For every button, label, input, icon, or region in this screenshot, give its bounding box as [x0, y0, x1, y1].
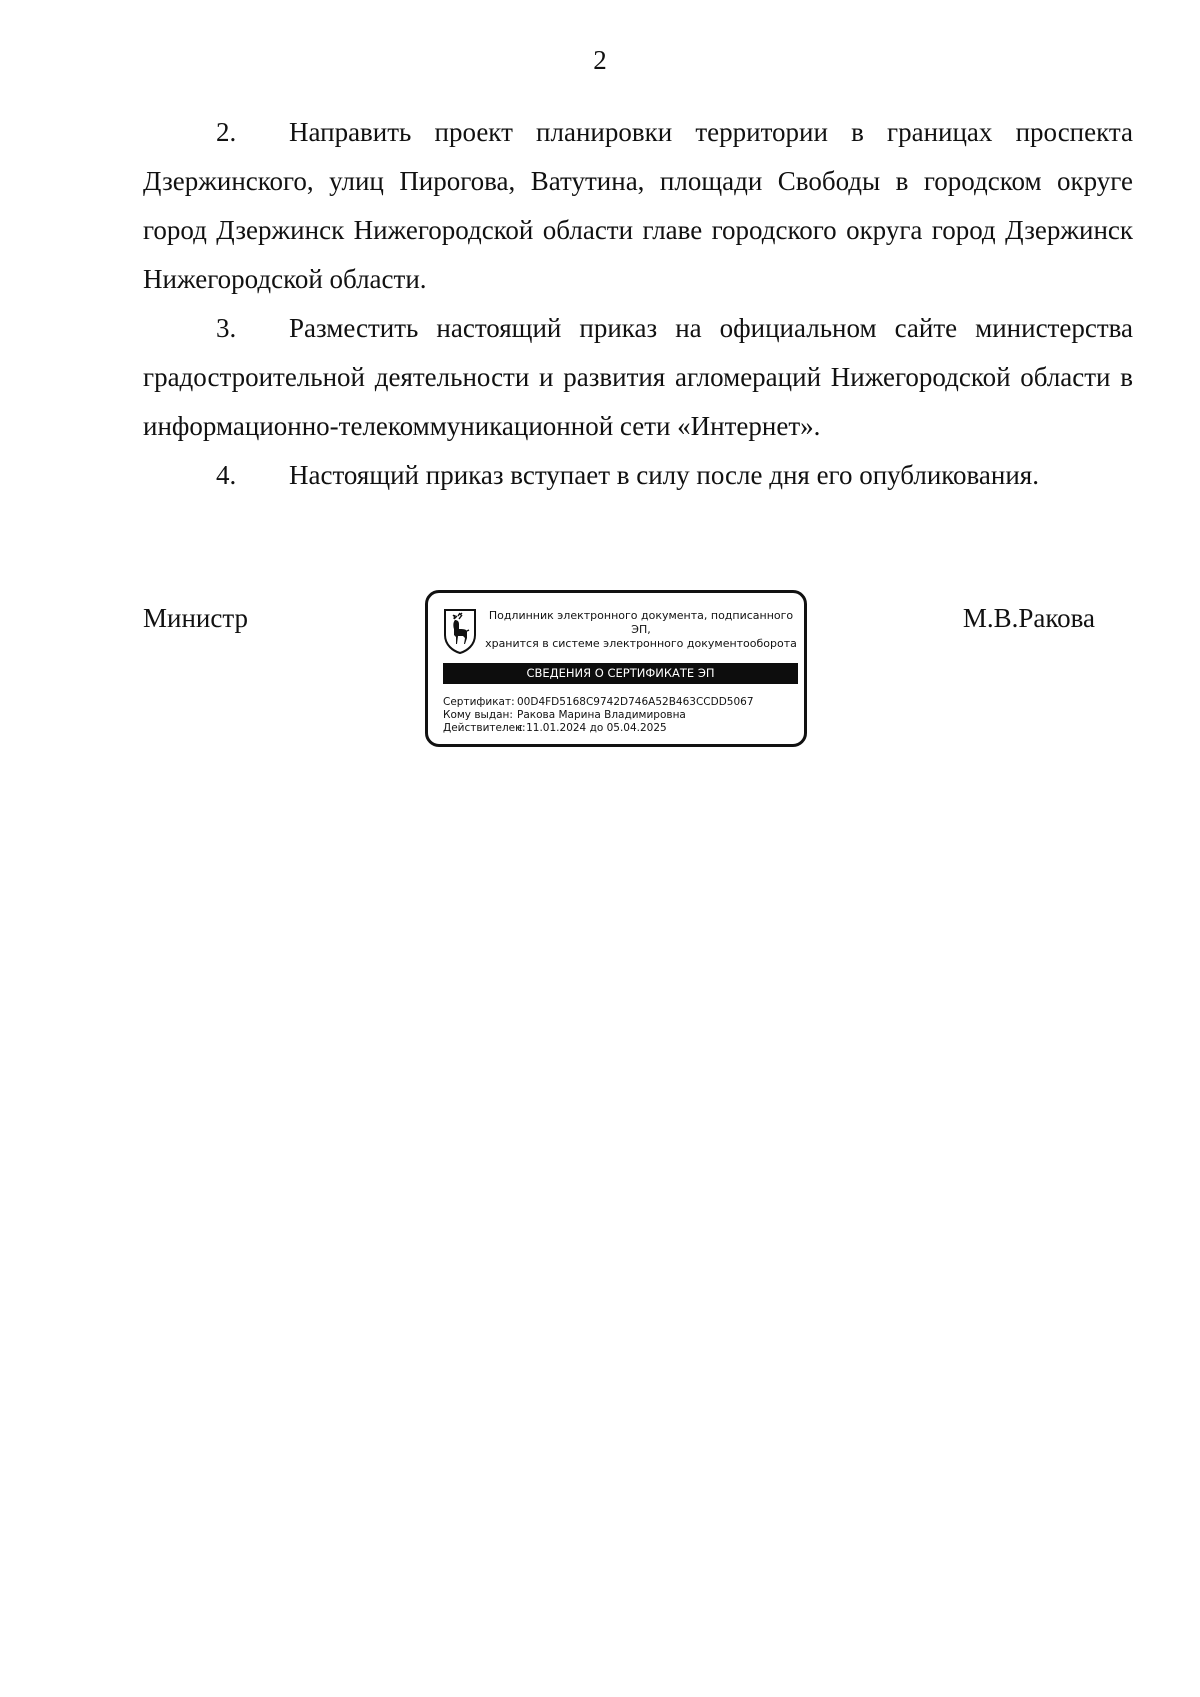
paragraph-4: [143, 451, 1133, 500]
issued-to-label: Кому выдан:: [443, 709, 513, 721]
issued-to-row: [443, 709, 798, 722]
certificate-row: [443, 696, 798, 709]
paragraph-number: 3.: [216, 313, 237, 343]
paragraph-number: 2.: [216, 117, 237, 147]
issued-to-value: Ракова Марина Владимировна: [517, 709, 686, 721]
certificate-label: Сертификат:: [443, 696, 515, 708]
stamp-certificate-details: [443, 696, 798, 735]
validity-row: [443, 722, 798, 735]
stamp-notice-line1: Подлинник электронного документа, подписанного ЭП,: [488, 609, 794, 636]
paragraph-text: Направить проект планировки территории в границах проспекта Дзержинского, улиц Пирогова, Ватутина, площади Свободы в городском округе город Дзержинск Нижегородской области главе городского округа город Дзержинск Нижегородской области.: [143, 117, 1133, 294]
electronic-signature-stamp: [425, 590, 807, 747]
document-body: [143, 108, 1133, 500]
validity-label: Действителен:: [443, 722, 526, 734]
paragraph-number: 4.: [216, 460, 237, 490]
stamp-notice-line2: хранится в системе электронного документооборота: [485, 637, 797, 650]
signer-role: Министр: [143, 603, 248, 633]
validity-value: с 11.01.2024 до 05.04.2025: [517, 722, 667, 734]
stamp-notice: [482, 609, 800, 651]
paragraph-text: Настоящий приказ вступает в силу после дня его опубликования.: [289, 460, 1039, 490]
paragraph-2: [143, 108, 1133, 304]
paragraph-3: [143, 304, 1133, 451]
paragraph-text: Разместить настоящий приказ на официальном сайте министерства градостроительной деятельности и развития агломераций Нижегородской области в информационно-телекоммуникационной сети «Интернет».: [143, 313, 1133, 441]
signature-block: [0, 590, 1200, 750]
coat-of-arms-icon: [442, 607, 478, 655]
certificate-value: 00D4FD5168C9742D746A52B463CCDD5067: [517, 696, 754, 708]
signer-name: М.В.Ракова: [962, 603, 1095, 633]
stamp-certificate-header: СВЕДЕНИЯ О СЕРТИФИКАТЕ ЭП: [443, 663, 798, 684]
page-number: 2: [593, 45, 607, 75]
